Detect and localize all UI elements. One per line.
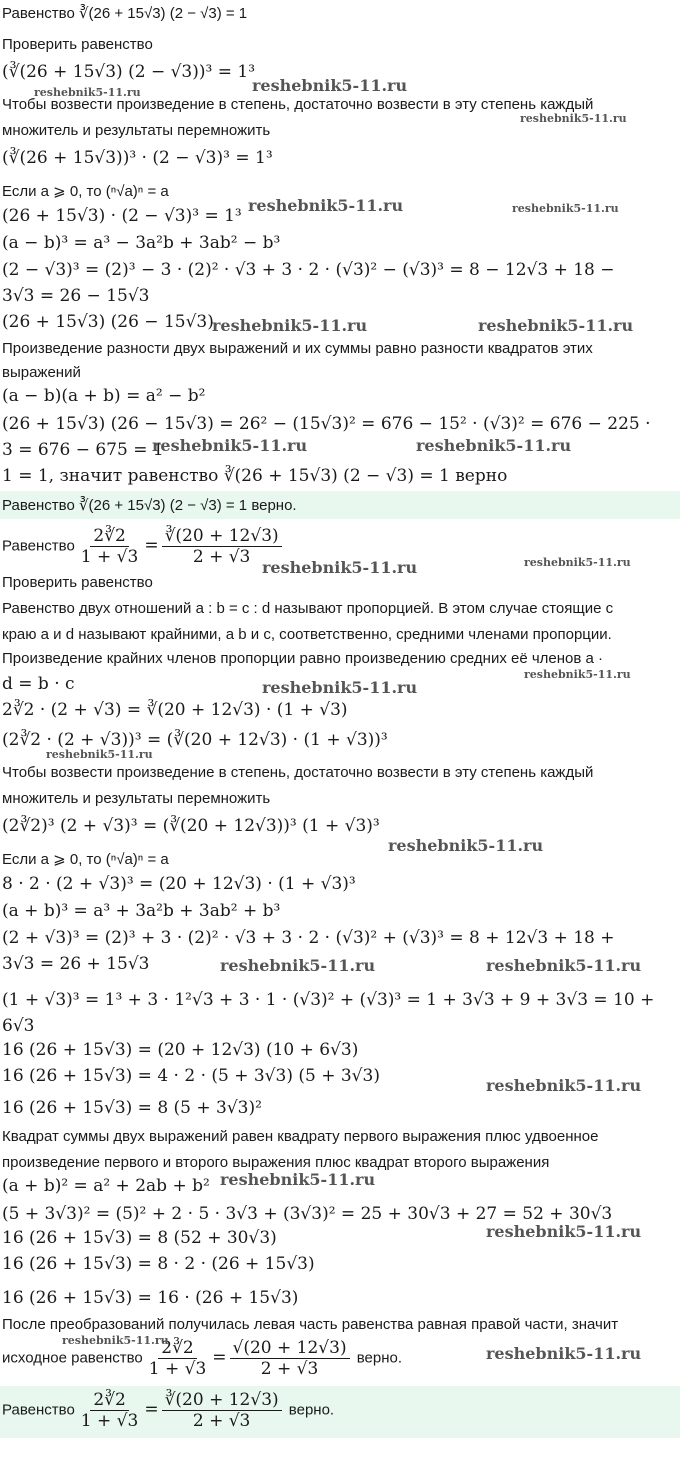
math-line: (26 + 15√3) (26 − 15√3) <box>2 312 214 332</box>
text-line: Проверить равенство <box>2 574 153 591</box>
text-line: произведение первого и второго выражения плюс квадрат второго выражения <box>2 1154 550 1171</box>
equals-sign: = <box>144 535 159 556</box>
math-line: 16 (26 + 15√3) = 16 · (26 + 15√3) <box>2 1288 299 1308</box>
fraction-right <box>230 1338 350 1379</box>
text-line: Чтобы возвести произведение в степень, достаточно возвести в эту степень каждый <box>2 96 594 113</box>
fraction-numerator: 2∛2 <box>90 526 128 547</box>
math-line: (26 + 15√3) (26 − 15√3) = 26² − (15√3)² = 676 − 15² · (√3)² = 676 − 225 · <box>2 414 651 434</box>
fraction-numerator: 2∛2 <box>158 1338 196 1359</box>
text-line: Равенство двух отношений a : b = c : d называют пропорцией. В этом случае стоящие с <box>2 600 614 617</box>
fraction-suffix: верно. <box>284 1401 335 1419</box>
equals-sign: = <box>212 1347 227 1368</box>
text-line: Квадрат суммы двух выражений равен квадрату первого выражения плюс удвоенное <box>2 1128 599 1145</box>
text-line: выражений <box>2 364 81 381</box>
fraction-denominator: 1 + √3 <box>80 547 139 567</box>
math-line: 3 = 676 − 675 = 1 <box>2 440 164 460</box>
fraction-equation <box>2 1390 680 1431</box>
watermark: reshebnik5-11.ru <box>486 956 642 975</box>
watermark: reshebnik5-11.ru <box>220 956 376 975</box>
math-line: 3√3 = 26 − 15√3 <box>2 286 150 306</box>
math-line: 16 (26 + 15√3) = 8 (5 + 3√3)² <box>2 1098 262 1118</box>
watermark: reshebnik5-11.ru <box>520 112 627 125</box>
text-line: Произведение крайних членов пропорции равно произведению средних её членов a · <box>2 650 604 667</box>
math-line: (5 + 3√3)² = (5)² + 2 · 5 · 3√3 + (3√3)² = 25 + 30√3 + 27 = 52 + 30√3 <box>2 1204 613 1224</box>
math-line: (a − b)(a + b) = a² − b² <box>2 386 206 406</box>
watermark: reshebnik5-11.ru <box>486 1076 642 1095</box>
math-line: 3√3 = 26 + 15√3 <box>2 954 150 974</box>
text-line: Проверить равенство <box>2 36 153 53</box>
math-line: (a + b)³ = a³ + 3a²b + 3ab² + b³ <box>2 901 281 921</box>
math-line: (∛(26 + 15√3) (2 − √3))³ = 1³ <box>2 62 256 82</box>
math-line: (2 − √3)³ = (2)³ − 3 · (2)² · √3 + 3 · 2 · (√3)² − (√3)³ = 8 − 12√3 + 18 − <box>2 260 615 280</box>
watermark: reshebnik5-11.ru <box>388 836 544 855</box>
fraction-prefix: исходное равенство <box>2 1349 143 1367</box>
math-line: 16 (26 + 15√3) = (20 + 12√3) (10 + 6√3) <box>2 1040 359 1060</box>
fraction-denominator: 2 + √3 <box>192 547 251 567</box>
math-line: 1 = 1, значит равенство ∛(26 + 15√3) (2 − √3) = 1 верно <box>2 466 508 486</box>
math-line: (2∛2 · (2 + √3))³ = (∛(20 + 12√3) · (1 + √3))³ <box>2 730 388 750</box>
math-line: 16 (26 + 15√3) = 8 (52 + 30√3) <box>2 1228 277 1248</box>
fraction-denominator: 2 + √3 <box>192 1411 251 1431</box>
fraction-denominator: 1 + √3 <box>80 1411 139 1431</box>
text-line: Равенство ∛(26 + 15√3) (2 − √3) = 1 верно. <box>2 497 297 514</box>
watermark: reshebnik5-11.ru <box>34 86 141 99</box>
watermark: reshebnik5-11.ru <box>46 748 153 761</box>
fraction-prefix: Равенство <box>2 1401 75 1419</box>
equals-sign: = <box>144 1399 159 1420</box>
text-line: краю a и d называют крайними, а b и c, соответственно, средними членами пропорции. <box>2 626 612 643</box>
watermark: reshebnik5-11.ru <box>524 668 631 681</box>
math-line: (a − b)³ = a³ − 3a²b + 3ab² − b³ <box>2 233 281 253</box>
math-line: (1 + √3)³ = 1³ + 3 · 1²√3 + 3 · 1 · (√3)² + (√3)³ = 1 + 3√3 + 9 + 3√3 = 10 + <box>2 990 655 1010</box>
watermark: reshebnik5-11.ru <box>262 678 418 697</box>
text-line: множитель и результаты перемножить <box>2 790 271 807</box>
fraction-numerator: √(20 + 12√3) <box>230 1338 350 1359</box>
text-line: Если a ⩾ 0, то (ⁿ√a)ⁿ = a <box>2 183 169 200</box>
watermark: reshebnik5-11.ru <box>486 1344 642 1363</box>
math-line: (26 + 15√3) · (2 − √3)³ = 1³ <box>2 206 242 226</box>
watermark: reshebnik5-11.ru <box>152 436 308 455</box>
watermark: reshebnik5-11.ru <box>486 1222 642 1241</box>
fraction-denominator: 1 + √3 <box>148 1359 207 1379</box>
math-line: (∛(26 + 15√3))³ · (2 − √3)³ = 1³ <box>2 148 273 168</box>
text-line: множитель и результаты перемножить <box>2 122 271 139</box>
watermark: reshebnik5-11.ru <box>524 556 631 569</box>
watermark: reshebnik5-11.ru <box>478 316 634 335</box>
watermark: reshebnik5-11.ru <box>220 1170 376 1189</box>
watermark: reshebnik5-11.ru <box>416 436 572 455</box>
text-line: Произведение разности двух выражений и их суммы равно разности квадратов этих <box>2 340 593 357</box>
math-line: 6√3 <box>2 1016 35 1036</box>
math-line: 16 (26 + 15√3) = 4 · 2 · (5 + 3√3) (5 + 3√3) <box>2 1066 380 1086</box>
fraction-numerator: ∛(20 + 12√3) <box>162 1390 282 1411</box>
watermark: reshebnik5-11.ru <box>212 316 368 335</box>
watermark: reshebnik5-11.ru <box>252 76 408 95</box>
math-line: (a + b)² = a² + 2ab + b² <box>2 1176 210 1196</box>
math-line: 16 (26 + 15√3) = 8 · 2 · (26 + 15√3) <box>2 1254 315 1274</box>
fraction-numerator: 2∛2 <box>90 1390 128 1411</box>
text-line: Равенство ∛(26 + 15√3) (2 − √3) = 1 <box>2 5 248 22</box>
fraction-left <box>78 1390 142 1431</box>
math-line: d = b · c <box>2 674 75 694</box>
text-line: Если a ⩾ 0, то (ⁿ√a)ⁿ = a <box>2 851 169 868</box>
math-line: (2∛2)³ (2 + √3)³ = (∛(20 + 12√3))³ (1 + √3)³ <box>2 816 380 836</box>
math-line: 8 · 2 · (2 + √3)³ = (20 + 12√3) · (1 + √3)³ <box>2 874 356 894</box>
fraction-denominator: 2 + √3 <box>260 1359 319 1379</box>
fraction-numerator: ∛(20 + 12√3) <box>162 526 282 547</box>
watermark: reshebnik5-11.ru <box>62 1334 169 1347</box>
watermark: reshebnik5-11.ru <box>248 196 404 215</box>
fraction-left <box>78 526 142 567</box>
fraction-suffix: верно. <box>352 1349 403 1367</box>
text-line: После преобразований получилась левая часть равенства равная правой части, значит <box>2 1316 619 1333</box>
watermark: reshebnik5-11.ru <box>512 202 619 215</box>
fraction-prefix: Равенство <box>2 537 75 555</box>
fraction-right <box>162 1390 282 1431</box>
watermark: reshebnik5-11.ru <box>262 558 418 577</box>
text-line: Чтобы возвести произведение в степень, достаточно возвести в эту степень каждый <box>2 764 594 781</box>
math-line: (2 + √3)³ = (2)³ + 3 · (2)² · √3 + 3 · 2 · (√3)² + (√3)³ = 8 + 12√3 + 18 + <box>2 928 615 948</box>
math-line: 2∛2 · (2 + √3) = ∛(20 + 12√3) · (1 + √3) <box>2 700 348 720</box>
